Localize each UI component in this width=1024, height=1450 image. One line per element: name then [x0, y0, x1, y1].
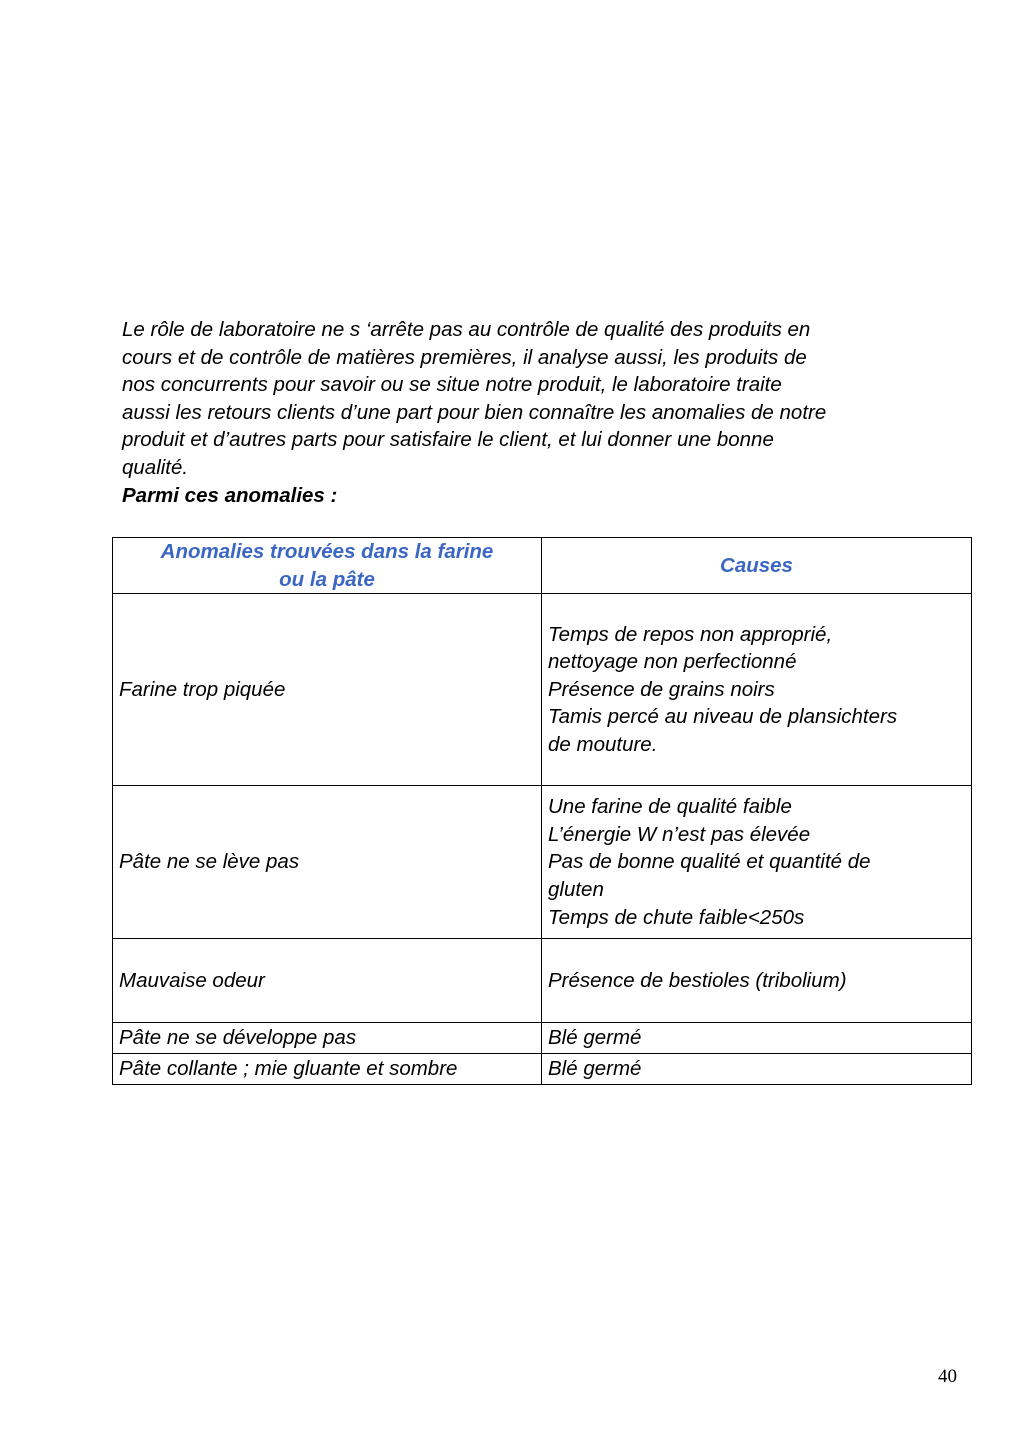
intro-line: cours et de contrôle de matières premières, il analyse aussi, les produits de: [122, 345, 807, 369]
cause-line: Temps de repos non approprié,: [548, 622, 833, 646]
table-header-row: [113, 538, 972, 594]
intro-line: Le rôle de laboratoire ne s ‘arrête pas au contrôle de qualité des produits en: [122, 318, 811, 341]
anomaly-cell: Pâte ne se développe pas: [113, 1023, 542, 1054]
anomaly-cell: Mauvaise odeur: [113, 939, 542, 1023]
header-causes: Causes: [542, 538, 972, 594]
header-anomalies-line: Anomalies trouvées dans la farine: [160, 540, 494, 563]
causes-cell: [542, 939, 972, 1023]
anomaly-cell: Pâte ne se lève pas: [113, 786, 542, 939]
intro-line: produit et d’autres parts pour satisfaire le client, et lui donner une bonne: [122, 428, 774, 452]
table-row: [113, 594, 972, 786]
cause-line: Présence de bestioles (tribolium): [548, 968, 847, 992]
anomalies-table: [112, 537, 972, 1085]
cause-line: gluten: [548, 877, 604, 901]
intro-line: aussi les retours clients d’une part pour bien connaître les anomalies de notre: [122, 400, 827, 424]
anomaly-cell: Pâte collante ; mie gluante et sombre: [113, 1054, 542, 1085]
intro-paragraph: [122, 316, 972, 482]
table-row: [113, 1054, 972, 1085]
causes-cell: [542, 786, 972, 939]
header-anomalies-line: ou la pâte: [279, 567, 375, 591]
intro-line: nos concurrents pour savoir ou se situe notre produit, le laboratoire traite: [122, 373, 782, 397]
cause-line: Blé germé: [548, 1057, 642, 1081]
cause-line: nettoyage non perfectionné: [548, 650, 797, 674]
cause-line: Pas de bonne qualité et quantité de: [548, 850, 871, 874]
anomaly-cell: Farine trop piquée: [113, 594, 542, 786]
table-row: [113, 1023, 972, 1054]
table-row: [113, 786, 972, 939]
cause-line: Blé germé: [548, 1026, 642, 1050]
cause-line: Temps de chute faible<250s: [548, 905, 805, 929]
causes-cell: [542, 1054, 972, 1085]
cause-line: de mouture.: [548, 733, 658, 757]
cause-line: L’énergie W n’est pas élevée: [548, 822, 811, 846]
page-number: 40: [938, 1366, 957, 1387]
cause-line: Tamis percé au niveau de plansichters: [548, 705, 898, 729]
anomalies-subheading: Parmi ces anomalies :: [122, 484, 338, 507]
table-row: [113, 939, 972, 1023]
causes-cell: [542, 1023, 972, 1054]
intro-line: qualité.: [122, 455, 189, 479]
header-anomalies: [113, 538, 542, 594]
causes-cell: [542, 594, 972, 786]
cause-line: Présence de grains noirs: [548, 677, 775, 701]
cause-line: Une farine de qualité faible: [548, 795, 792, 819]
